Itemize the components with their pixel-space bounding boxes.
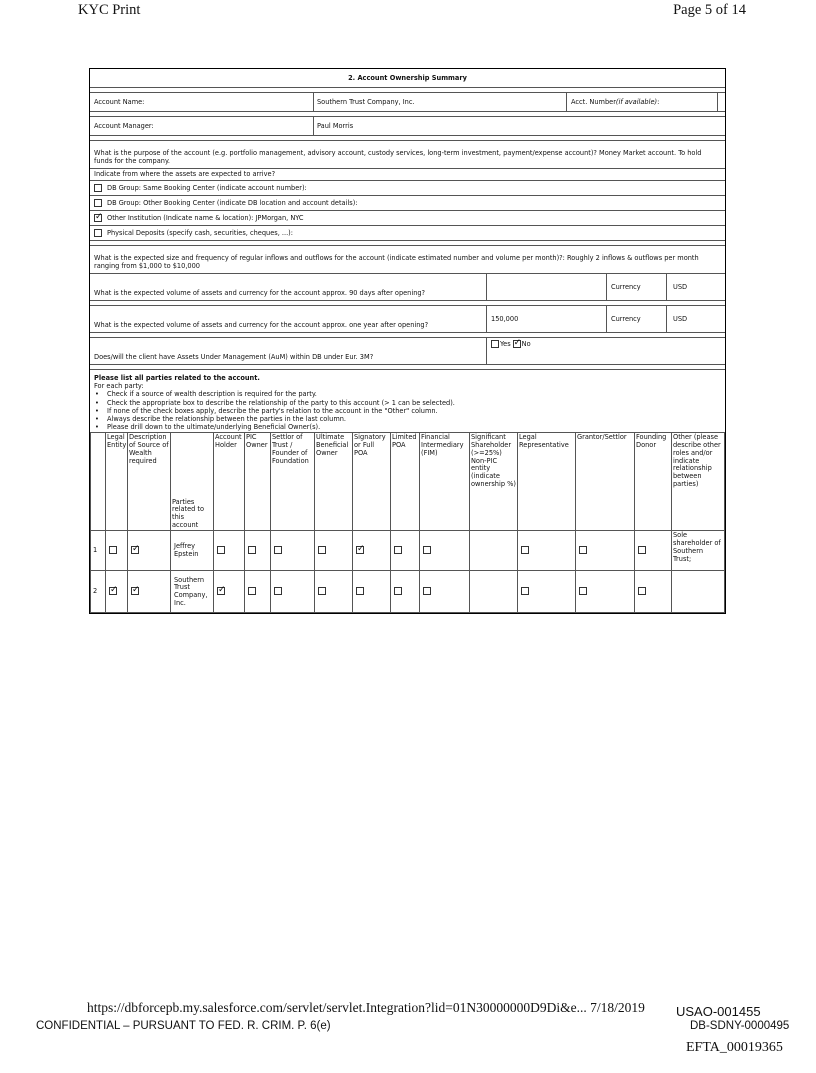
lpoa-cell [391, 531, 420, 571]
account-manager-row [90, 116, 725, 135]
account-manager-label: Account Manager: [94, 121, 154, 130]
col-account-holder: Account Holder [214, 433, 245, 531]
other-cell [672, 571, 725, 613]
checkbox[interactable] [217, 546, 225, 554]
checkbox[interactable] [274, 546, 282, 554]
asset-option-label: Physical Deposits (specify cash, securities, cheques, ...): [107, 228, 293, 237]
ubo-cell [315, 571, 353, 613]
legal-rep-cell [518, 531, 576, 571]
pic-cell [245, 531, 271, 571]
footer-efta: EFTA_00019365 [686, 1040, 783, 1055]
holder-cell [214, 571, 245, 613]
legal-entity-cell [106, 571, 128, 613]
checkbox[interactable] [274, 587, 282, 595]
party-name: Southern Trust Company, Inc. [171, 571, 214, 613]
vol1y-label: What is the expected volume of assets and currency for the account approx. one year after opening? [94, 320, 429, 329]
col-number-header [91, 433, 106, 531]
acct-number-colon: : [657, 97, 660, 106]
list-item: • Please drill down to the ultimate/underlying Beneficial Owner(s). [94, 423, 721, 431]
account-ownership-form [89, 68, 726, 614]
aum-yes-label: Yes [500, 340, 511, 349]
list-item: • If none of the check boxes apply, describe the party's relation to the account in the "Other" column. [94, 407, 721, 415]
parties-table [90, 432, 725, 613]
sow-cell [128, 571, 171, 613]
checkbox[interactable] [356, 546, 364, 554]
ubo-cell [315, 531, 353, 571]
legal-entity-cell [106, 531, 128, 571]
parties-heading: Please list all parties related to the account. [94, 374, 260, 383]
col-source-of-wealth: Description of Source of Wealth required [128, 433, 171, 531]
asset-option[interactable] [90, 195, 725, 210]
asset-option-label: DB Group: Same Booking Center (indicate account number): [107, 183, 307, 192]
checkbox[interactable] [94, 229, 102, 237]
col-founding-donor: Founding Donor [635, 433, 672, 531]
purpose-text: What is the purpose of the account (e.g. portfolio management, advisory account, custody services, long-term investment, payment/expense account)? Money Market account. To hold funds for the company. [94, 149, 702, 166]
list-item: • Always describe the relationship between the parties in the last column. [94, 415, 721, 423]
holder-cell [214, 531, 245, 571]
section-title: 2. Account Ownership Summary [348, 73, 467, 82]
vol90-currency-value: USD [666, 274, 725, 300]
vol90-currency-label: Currency [606, 274, 666, 300]
asset-option[interactable] [90, 225, 725, 240]
fim-cell [420, 531, 470, 571]
purpose-row [90, 140, 725, 168]
checkbox[interactable] [356, 587, 364, 595]
aum-no-label: No [521, 340, 531, 349]
col-legal-rep: Legal Representative [518, 433, 576, 531]
asset-option-label: Other Institution (Indicate name & location): JPMorgan, NYC [107, 213, 304, 222]
table-row [91, 571, 725, 613]
row-number: 1 [91, 531, 106, 571]
col-legal-entity: Legal Entity [106, 433, 128, 531]
footer-confidential: CONFIDENTIAL – PURSUANT TO FED. R. CRIM. P. 6(e) [36, 1020, 331, 1032]
col-ubo: Ultimate Beneficial Owner [315, 433, 353, 531]
checkbox[interactable] [318, 587, 326, 595]
col-grantor: Grantor/Settlor [576, 433, 635, 531]
vol1y-currency-label: Currency [606, 306, 666, 332]
account-name-row [90, 92, 725, 111]
col-pic-owner: PIC Owner [245, 433, 271, 531]
col-significant-shareholder: Significant Shareholder (>=25%) Non-PIC entity (indicate ownership %) [470, 433, 518, 531]
shareholder-cell [470, 571, 518, 613]
footer-url: https://dbforcepb.my.salesforce.com/servlet/servlet.Integration?lid=01N30000000D9Di&e... 7/18/2019 [87, 1000, 645, 1015]
table-header-row [91, 433, 725, 531]
aum-label: Does/will the client have Assets Under Management (AuM) within DB under Eur. 3M? [94, 352, 374, 361]
aum-no-checkbox[interactable] [513, 340, 521, 348]
shareholder-cell [470, 531, 518, 571]
assets-origin-block [90, 168, 725, 239]
account-name-value: Southern Trust Company, Inc. [313, 93, 566, 111]
checkbox[interactable] [521, 587, 529, 595]
aum-row [90, 337, 725, 364]
flows-row [90, 245, 725, 273]
acct-number-text: Acct. Number [571, 97, 616, 106]
col-fim: Financial Intermediary (FIM) [420, 433, 470, 531]
checkbox[interactable] [94, 199, 102, 207]
parties-block [90, 369, 725, 613]
col-settlor: Settlor of Trust / Founder of Foundation [271, 433, 315, 531]
checkbox[interactable] [394, 546, 402, 554]
sow-cell [128, 531, 171, 571]
page-number: Page 5 of 14 [673, 2, 746, 18]
donor-cell [635, 571, 672, 613]
donor-cell [635, 531, 672, 571]
assets-origin-label: Indicate from where the assets are expected to arrive? [94, 170, 276, 179]
account-manager-value: Paul Morris [313, 117, 725, 135]
checkbox[interactable] [94, 184, 102, 192]
checkbox[interactable] [94, 214, 102, 222]
vol90-row [90, 273, 725, 300]
checkbox[interactable] [579, 546, 587, 554]
checkbox[interactable] [579, 587, 587, 595]
signatory-cell [353, 571, 391, 613]
settlor-cell [271, 531, 315, 571]
vol90-label: What is the expected volume of assets and currency for the account approx. 90 days after opening? [94, 288, 426, 297]
party-name: Jeffrey Epstein [171, 531, 214, 571]
legal-rep-cell [518, 571, 576, 613]
lpoa-cell [391, 571, 420, 613]
asset-option[interactable] [90, 210, 725, 225]
table-row [91, 531, 725, 571]
col-signatory: Signatory or Full POA [353, 433, 391, 531]
asset-option-label: DB Group: Other Booking Center (indicate DB location and account details): [107, 198, 358, 207]
vol1y-row [90, 305, 725, 332]
aum-yes-checkbox[interactable] [491, 340, 499, 348]
grantor-cell [576, 571, 635, 613]
checkbox[interactable] [109, 546, 117, 554]
checkbox[interactable] [248, 587, 256, 595]
list-item: • Check if a source of wealth description is required for the party. [94, 390, 721, 398]
print-header-title: KYC Print [78, 2, 141, 18]
grantor-cell [576, 531, 635, 571]
col-parties: Parties related to this account [171, 433, 214, 531]
checkbox[interactable] [217, 587, 225, 595]
checkbox[interactable] [131, 546, 139, 554]
vol90-value [486, 274, 606, 300]
footer-usao: USAO-001455 [676, 1004, 761, 1019]
checkbox[interactable] [638, 546, 646, 554]
checkbox[interactable] [423, 587, 431, 595]
fim-cell [420, 571, 470, 613]
flows-text: What is the expected size and frequency of regular inflows and outflows for the account (indicate estimated number and volume per month)?: Roughly 2 inflows & outflows per month ranging from $1,000 to $10,000 [94, 253, 699, 270]
col-other: Other (please describe other roles and/or indicate relationship between parties) [672, 433, 725, 531]
vol1y-value: 150,000 [486, 306, 606, 332]
col-limited-poa: Limited POA [391, 433, 420, 531]
checkbox[interactable] [638, 587, 646, 595]
parties-instructions [90, 370, 725, 432]
pic-cell [245, 571, 271, 613]
checkbox[interactable] [109, 587, 117, 595]
checkbox[interactable] [131, 587, 139, 595]
settlor-cell [271, 571, 315, 613]
checkbox[interactable] [394, 587, 402, 595]
acct-number-qualifier: (if available) [615, 97, 658, 106]
checkbox[interactable] [423, 546, 431, 554]
parties-bullets [94, 390, 721, 431]
signatory-cell [353, 531, 391, 571]
parties-for-each: For each party: [94, 382, 144, 391]
checkbox[interactable] [248, 546, 256, 554]
list-item: • Check the appropriate box to describe the relationship of the party to this account (> 1 can be selected). [94, 399, 721, 407]
aum-answer [486, 338, 725, 364]
acct-number-value [717, 93, 725, 111]
account-name-label: Account Name: [94, 97, 145, 106]
vol1y-currency-value: USD [666, 306, 725, 332]
footer-bates: DB-SDNY-0000495 [690, 1020, 790, 1032]
row-number: 2 [91, 571, 106, 613]
other-cell: Sole shareholder of Southern Trust; [672, 531, 725, 571]
acct-number-label [566, 93, 717, 111]
checkbox[interactable] [318, 546, 326, 554]
checkbox[interactable] [521, 546, 529, 554]
asset-option[interactable] [90, 180, 725, 195]
